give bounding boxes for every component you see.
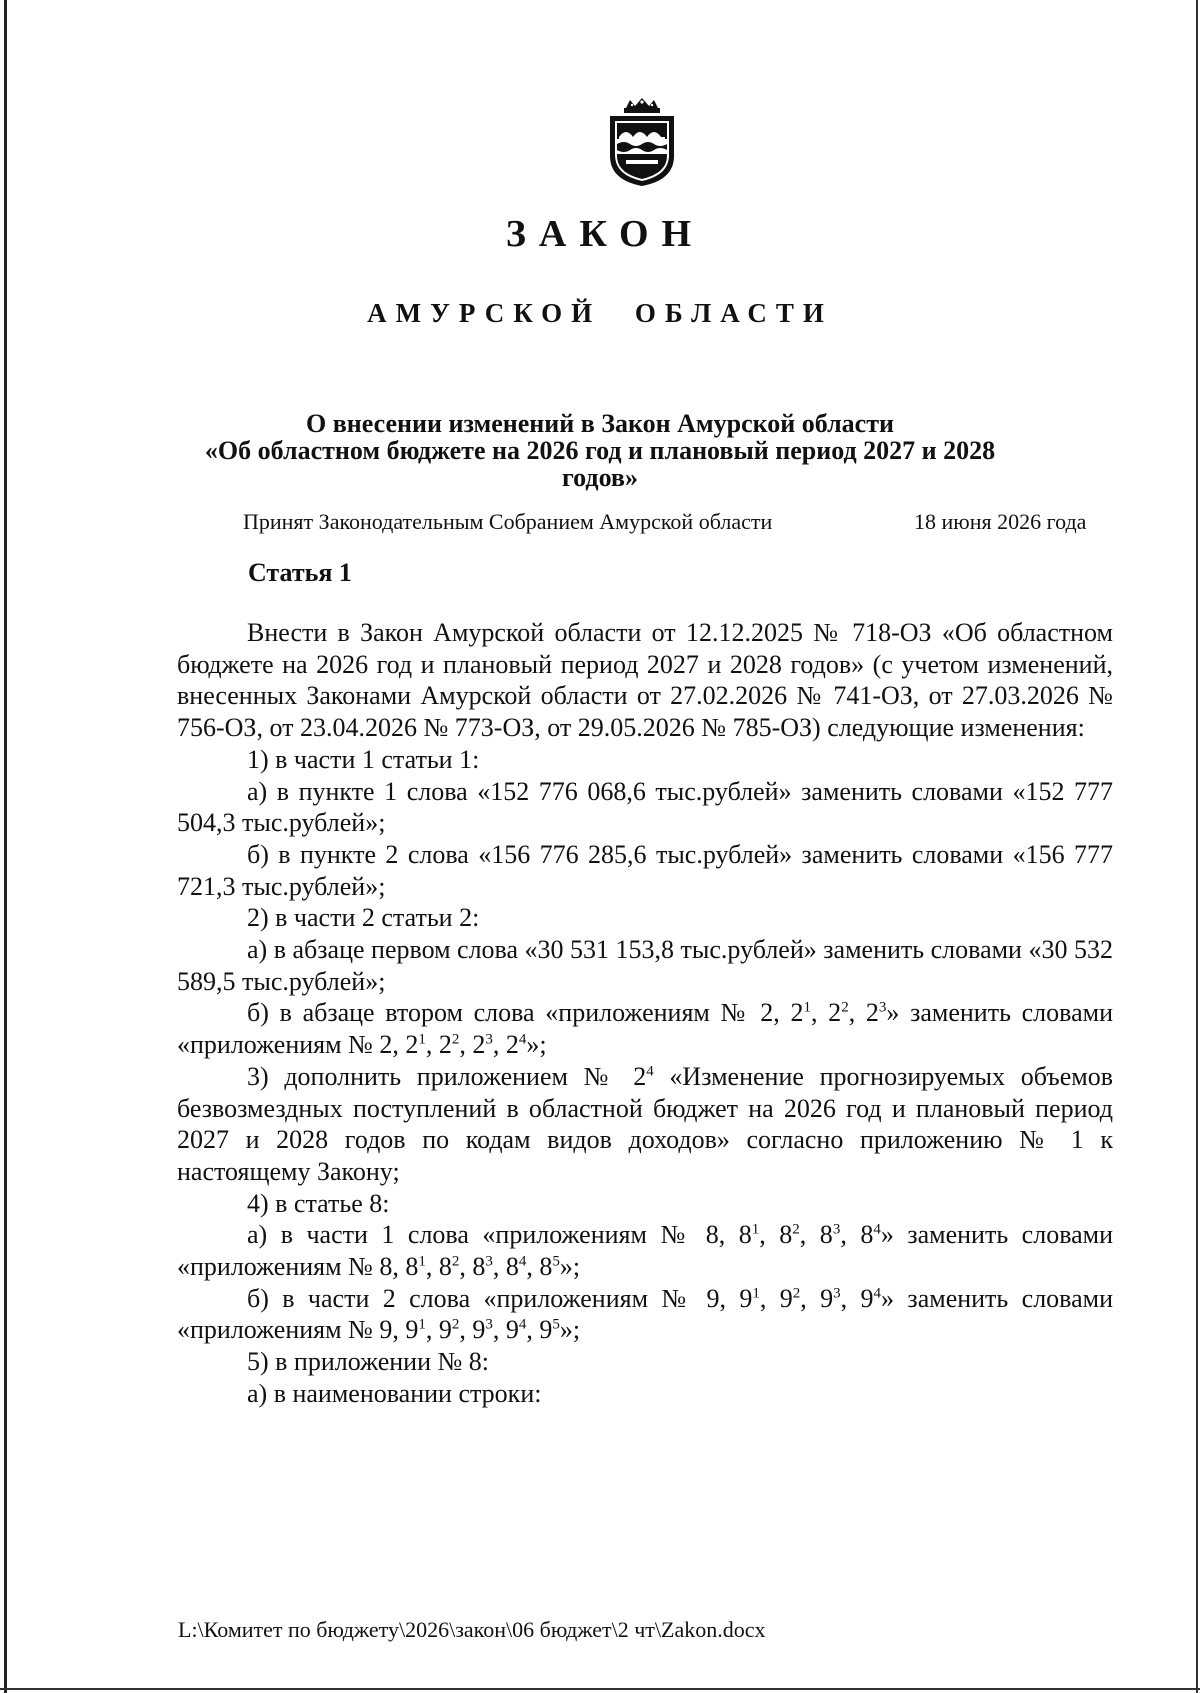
paragraph-2: 2) в части 2 статьи 2:: [247, 903, 480, 933]
law-name-line-3: годов»: [562, 463, 638, 492]
paragraph-4a: а) в части 1 слова «приложениям № 8, $8^1$, $8^2$, $8^3$, $8^4$» заменить словами «приложениям № 8, $8^1$, $8^2$, $8^3$, $8^4$, $8^5$»;: [177, 1220, 1114, 1282]
paragraph-4b: б) в части 2 слова «приложениям № 9, $9^1$, $9^2$, $9^3$, $9^4$» заменить словами «приложениям № 9, $9^1$, $9^2$, $9^3$, $9^4$, $9^5$»;: [177, 1283, 1114, 1345]
law-name-line-2: «Об областном бюджете на 2026 год и плановый период 2027 и 2028: [204, 436, 996, 465]
paragraph-2a: а) в абзаце первом слова «30 531 153,8 тыс.рублей» заменить словами «30 532 589,5 тыс.рублей»;: [177, 935, 1113, 996]
paragraph-1a: а) в пункте 1 слова «152 776 068,6 тыс.рублей» заменить словами «152 777 504,3 тыс.рублей»;: [177, 776, 1113, 838]
footer-file-path: L:\Комитет по бюджету\2026\закон\06 бюджет\2 чт\Zakon.docx: [178, 1617, 766, 1642]
adopted-by: Принят Законодательным Собранием Амурской области: [243, 509, 773, 534]
paragraph-5a: а) в наименовании строки:: [247, 1378, 542, 1408]
amur-region-coat-of-arms-icon: [604, 96, 680, 188]
paragraph-4: 4) в статье 8:: [247, 1188, 390, 1218]
paragraph-3: 3) дополнить приложением № $2^4$ «Изменение прогнозируемых объемов безвозмездных поступлений в областной бюджет на 2026 год и плановый период 2027 и 2028 годов по кодам видов доходов» согласно приложению № 1 к настоящему Закону;: [177, 1061, 1113, 1186]
article-heading: Статья 1: [248, 558, 352, 587]
paragraph-1: 1) в части 1 статьи 1:: [247, 744, 480, 774]
paragraph-1b: б) в пункте 2 слова «156 776 285,6 тыс.рублей» заменить словами «156 777 721,3 тыс.рублей»;: [177, 839, 1113, 901]
adopted-date: 18 июня 2026 года: [914, 509, 1087, 534]
article-body: [177, 617, 1113, 1410]
scan-edge-bottom: [0, 1688, 1200, 1690]
law-title: ЗАКОН: [505, 213, 705, 255]
paragraph-5: 5) в приложении № 8:: [247, 1347, 490, 1377]
law-name: [200, 410, 1000, 491]
paragraph-2b: б) в абзаце втором слова «приложениям № 2, $2^1$, $2^2$, $2^3$» заменить словами «приложениям № 2, $2^1$, $2^2$, $2^3$, $2^4$»;: [177, 998, 1114, 1060]
region-title: АМУРСКОЙ ОБЛАСТИ: [367, 298, 833, 328]
paragraph-intro: Внести в Закон Амурской области от 12.12.2025 № 718-ОЗ «Об областном бюджете на 2026 год и плановый период 2027 и 2028 годов» (с учетом изменений, внесенных Законами Амурской области от 27.02.2026 № 741-ОЗ, от 27.03.2026 № 756-ОЗ, от 23.04.2026 № 773-ОЗ, от 29.05.2026 № 785-ОЗ) следующие изменения:: [177, 618, 1113, 743]
law-name-line-1: О внесении изменений в Закон Амурской области: [306, 409, 894, 438]
